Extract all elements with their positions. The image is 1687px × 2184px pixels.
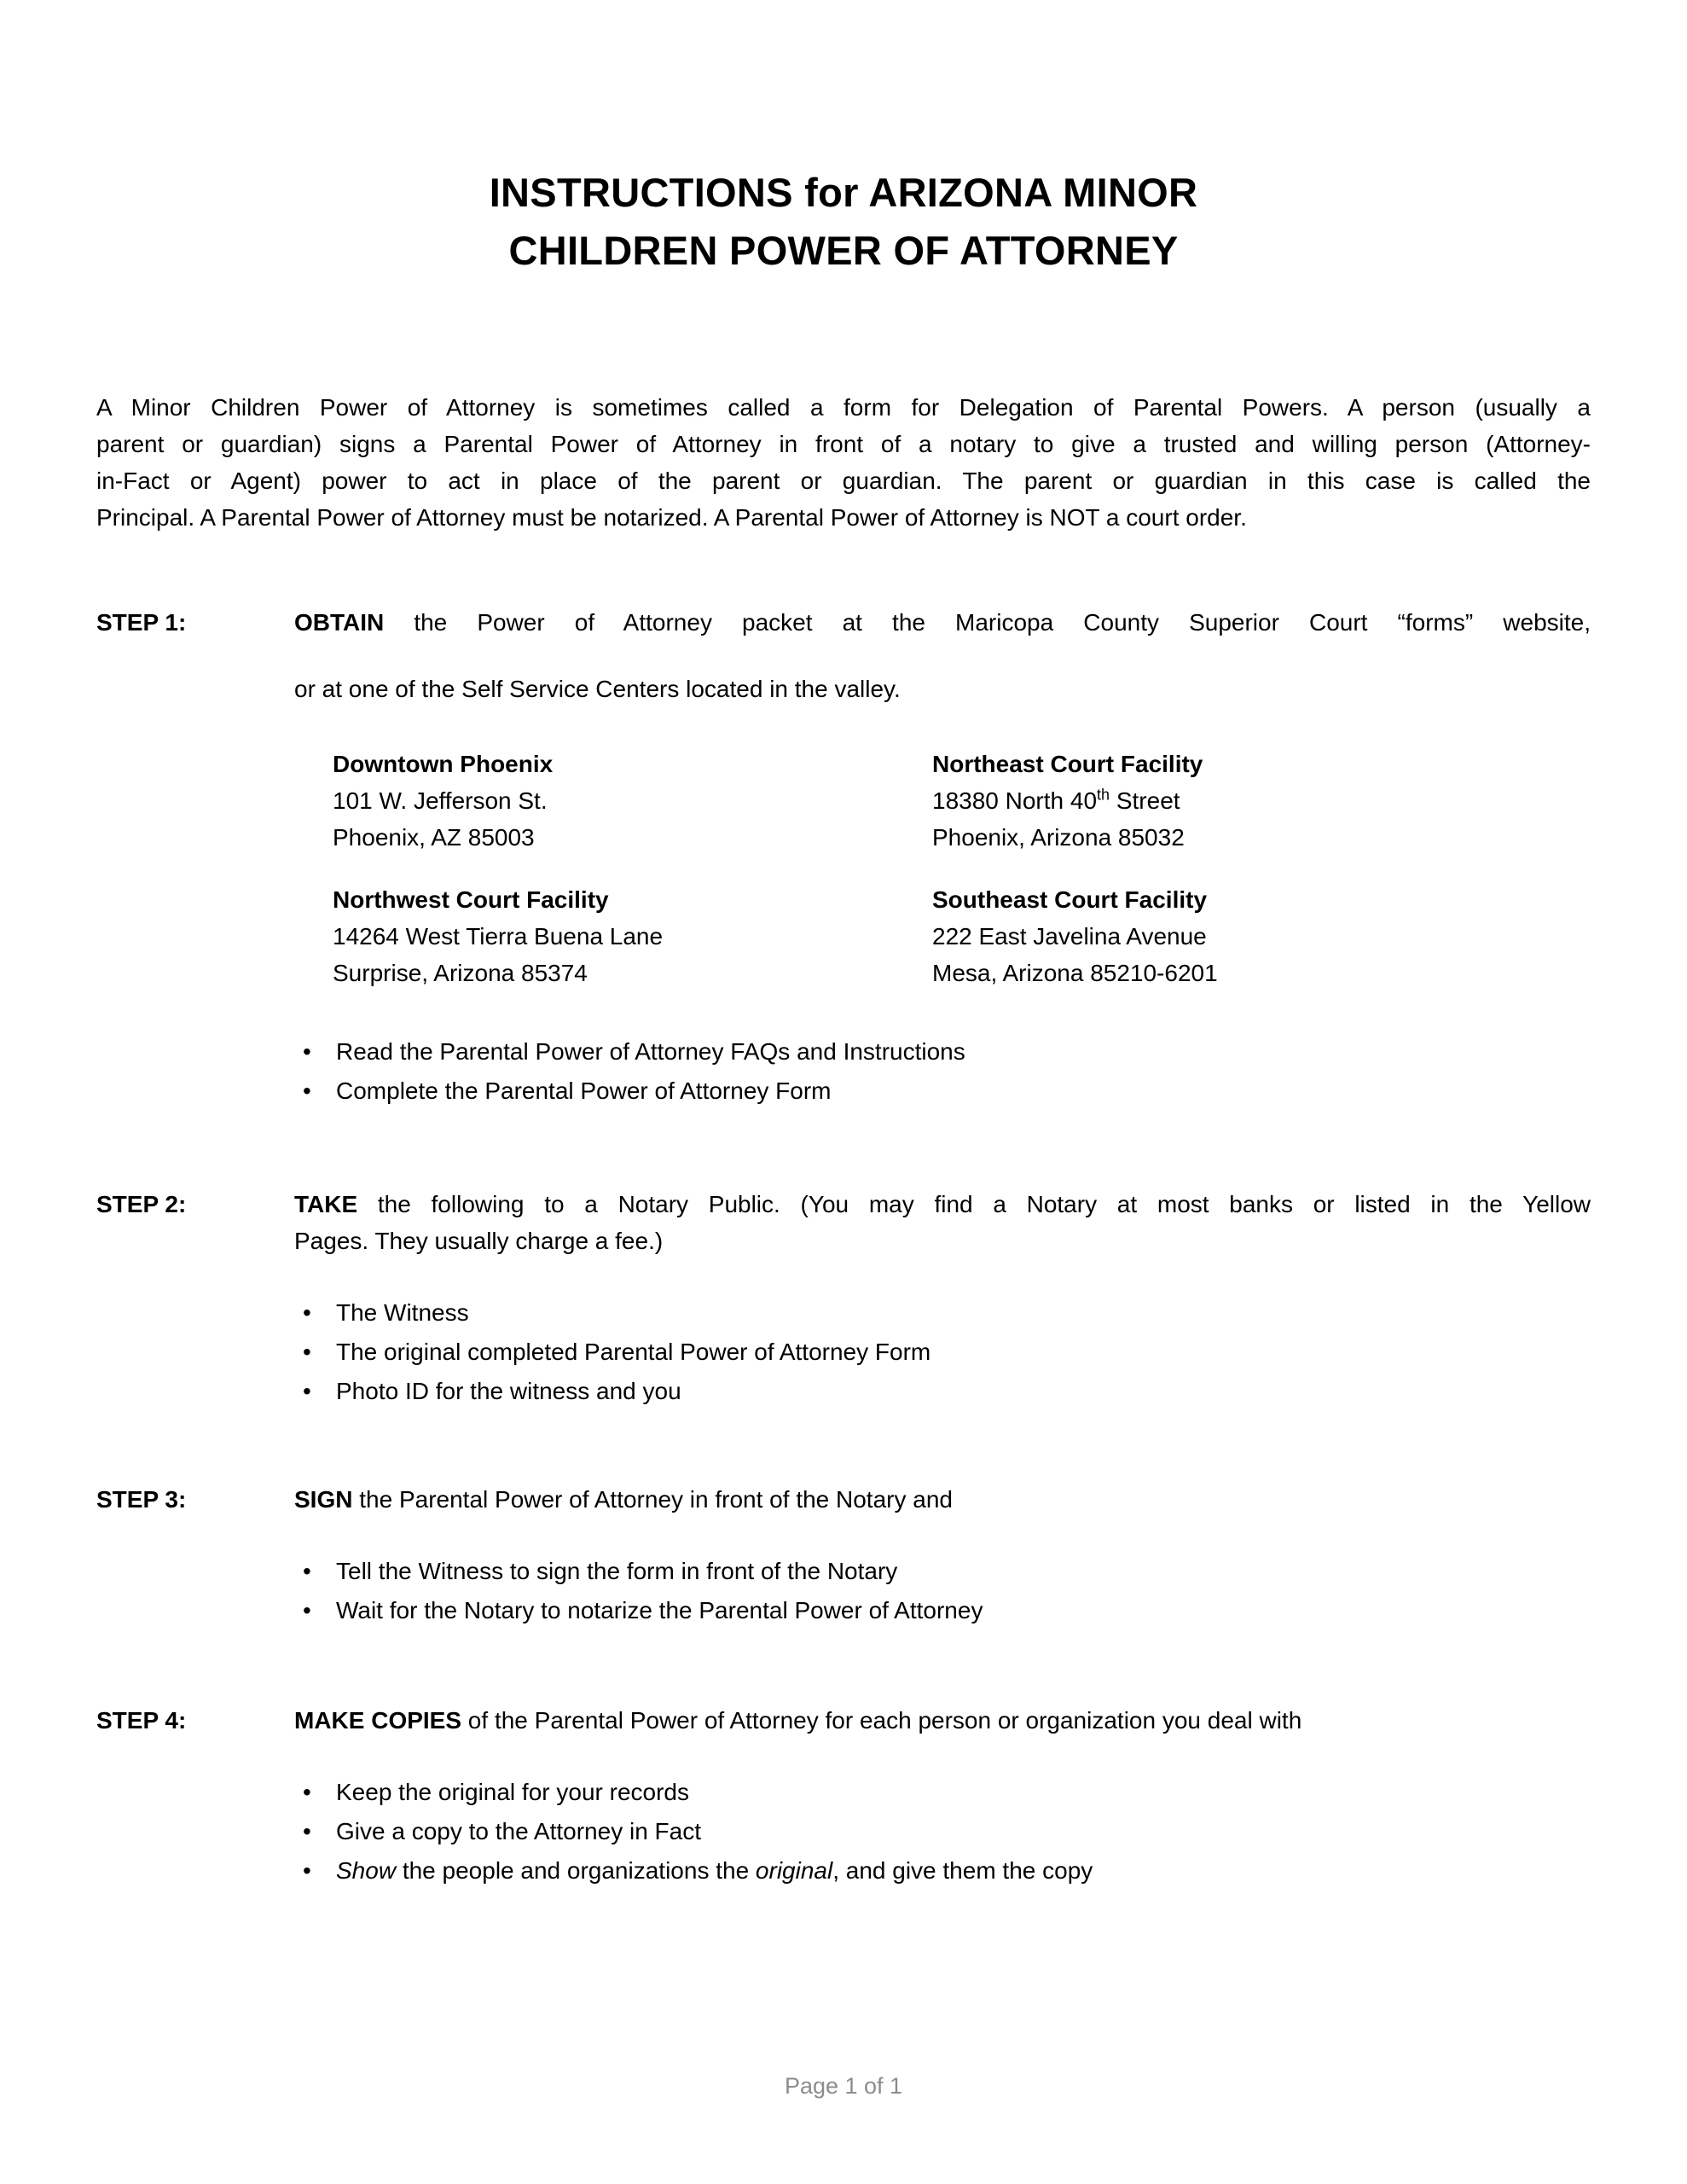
- location-city: Phoenix, Arizona 85032: [932, 824, 1185, 851]
- list-item: • Complete the Parental Power of Attorney Form: [294, 1072, 1591, 1111]
- location-city: Surprise, Arizona 85374: [333, 960, 588, 986]
- step-3-text: the Parental Power of Attorney in front of the Notary and: [352, 1486, 953, 1513]
- location-address: 101 W. Jefferson St.: [333, 787, 548, 814]
- intro-paragraph: [96, 389, 1591, 536]
- step-4-label: STEP 4:: [96, 1707, 187, 1734]
- location-downtown-phoenix: [333, 746, 932, 856]
- step-4-keyword: MAKE COPIES: [294, 1707, 462, 1734]
- intro-line: in-Fact or Agent) power to act in place of the parent or guardian. The parent or guardian in this case is called the: [96, 468, 1591, 494]
- step-3-label: STEP 3:: [96, 1486, 187, 1513]
- step-1-section: [96, 604, 1591, 1111]
- location-city: Mesa, Arizona 85210-6201: [932, 960, 1218, 986]
- intro-line: Principal. A Parental Power of Attorney must be notarized. A Parental Power of Attorney is NOT a court order.: [96, 504, 1247, 531]
- step-4-line-1: [294, 1702, 1591, 1739]
- list-item: • Read the Parental Power of Attorney FAQs and Instructions: [294, 1032, 1591, 1072]
- step-2-section: [96, 1186, 1591, 1411]
- location-address: 14264 West Tierra Buena Lane: [333, 923, 664, 950]
- step-1-text: the Power of Attorney packet at the Maricopa County Superior Court “forms” website,: [384, 609, 1591, 636]
- step-3-bullet-list: [294, 1552, 1591, 1630]
- list-item: • Tell the Witness to sign the form in front of the Notary: [294, 1552, 1591, 1591]
- intro-line: A Minor Children Power of Attorney is sometimes called a form for Delegation of Parental Powers. A person (usually a: [96, 394, 1591, 421]
- location-name: Northwest Court Facility: [333, 886, 609, 913]
- step-4-text: of the Parental Power of Attorney for each person or organization you deal with: [461, 1707, 1302, 1734]
- step-4-bullet-list: [294, 1773, 1591, 1891]
- list-item: • Wait for the Notary to notarize the Parental Power of Attorney: [294, 1591, 1591, 1630]
- step-1-bullet-list: [294, 1032, 1591, 1111]
- step-3-body: [294, 1481, 1591, 1630]
- step-1-line-2: or at one of the Self Service Centers located in the valley.: [294, 676, 901, 702]
- list-item: • Photo ID for the witness and you: [294, 1372, 1591, 1411]
- step-4-section: [96, 1702, 1591, 1891]
- step-2-bullet-list: [294, 1293, 1591, 1411]
- title-line-1: INSTRUCTIONS for ARIZONA MINOR: [489, 170, 1198, 215]
- page-number: Page 1 of 1: [784, 2073, 903, 2099]
- step-2-text: the following to a Notary Public. (You may find a Notary at most banks or listed in the Yellow: [357, 1191, 1591, 1217]
- list-item: • Give a copy to the Attorney in Fact: [294, 1812, 1591, 1851]
- step-3-line-1: [294, 1481, 1591, 1518]
- intro-line: parent or guardian) signs a Parental Power of Attorney in front of a notary to give a trusted and willing person (Attorney-: [96, 431, 1591, 457]
- step-1-body: [294, 604, 1591, 1111]
- location-city: Phoenix, AZ 85003: [333, 824, 535, 851]
- location-address: 222 East Javelina Avenue: [932, 923, 1207, 950]
- location-name: Northeast Court Facility: [932, 751, 1203, 777]
- location-name: Downtown Phoenix: [333, 751, 554, 777]
- step-2-line-1: [294, 1186, 1591, 1223]
- step-3-keyword: SIGN: [294, 1486, 353, 1513]
- ordinal-superscript: th: [1097, 786, 1110, 804]
- title-line-2: CHILDREN POWER OF ATTORNEY: [508, 228, 1179, 273]
- list-item: • The Witness: [294, 1293, 1591, 1333]
- step-2-label: STEP 2:: [96, 1191, 187, 1217]
- step-1-label: STEP 1:: [96, 609, 187, 636]
- step-2-keyword: TAKE: [294, 1191, 358, 1217]
- location-southeast-court: [932, 881, 1591, 991]
- step-2-body: [294, 1186, 1591, 1411]
- step-1-keyword: OBTAIN: [294, 609, 385, 636]
- list-item: • The original completed Parental Power of Attorney Form: [294, 1333, 1591, 1372]
- list-item: • Show the people and organizations the original, and give them the copy: [294, 1851, 1591, 1891]
- document-title: [96, 0, 1591, 280]
- service-center-locations: [333, 746, 1591, 991]
- location-northeast-court: [932, 746, 1591, 856]
- location-address: 18380 North 40th Street: [932, 786, 1180, 814]
- step-2-line-2: Pages. They usually charge a fee.): [294, 1228, 664, 1254]
- list-item: • Keep the original for your records: [294, 1773, 1591, 1812]
- step-3-section: [96, 1481, 1591, 1630]
- step-1-line-1: [294, 604, 1591, 641]
- step-4-body: [294, 1702, 1591, 1891]
- location-name: Southeast Court Facility: [932, 886, 1208, 913]
- location-northwest-court: [333, 881, 932, 991]
